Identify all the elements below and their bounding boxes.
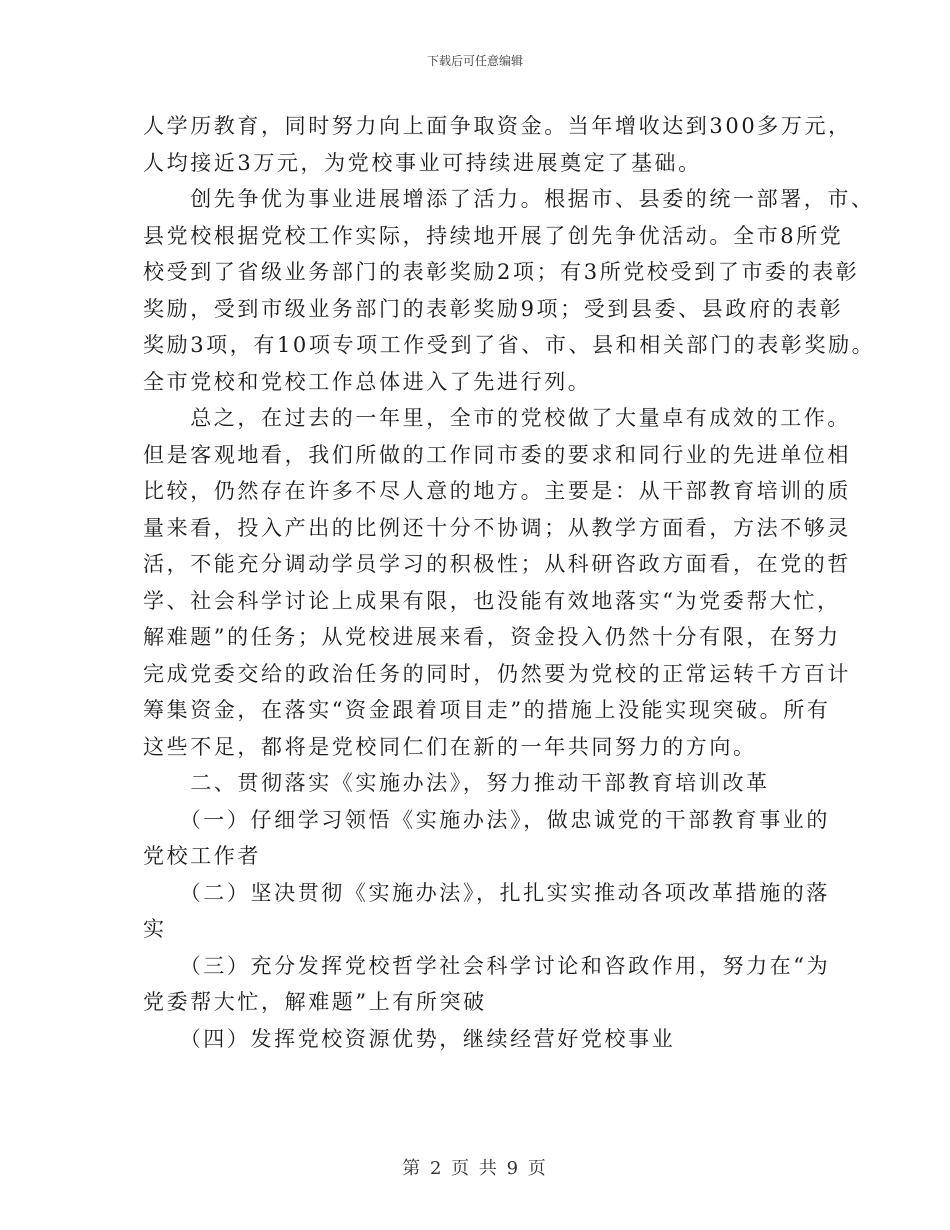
text-line: 奖励，受到市级业务部门的表彰奖励9项；受到县委、县政府的表彰 [143,296,844,321]
subsection-heading: 实 [143,917,167,941]
text-line: 人均接近3万元，为党校事业可持续进展奠定了基础。 [143,150,702,175]
text-line: 解难题”的任务；从党校进展来看，资金投入仍然十分有限，在努力 [143,625,841,649]
text-line: 校受到了省级业务部门的表彰奖励2项；有3所党校受到了市委的表彰 [143,260,860,284]
text-line: 但是客观地看，我们所做的工作同市委的要求和同行业的先进单位相 [143,442,851,467]
text-line: 活，不能充分调动学员学习的积极性；从科研咨政方面看，在党的哲 [143,552,851,576]
text-line: 人学历教育，同时努力向上面争取资金。当年增收达到300多万元， [143,114,852,138]
text-line: 县党校根据党校工作实际，持续地开展了创先争优活动。全市8所党 [143,223,844,248]
document-body [143,108,876,1057]
text-line: 比较，仍然存在许多不尽人意的地方。主要是：从干部教育培训的质 [143,479,851,503]
subsection-heading: （四）发挥党校资源优势，继续经营好党校事业 [143,1026,676,1051]
page-header: 下载后可任意编辑 [426,54,523,68]
text-line: 完成党委交给的政治任务的同时，仍然要为党校的正常运转千方百计 [143,661,851,686]
text-line: 量来看，投入产出的比例还十分不协调；从教学方面看，方法不够灵 [143,515,851,540]
subsection-heading: （三）充分发挥党校哲学社会科学讨论和咨政作用，努力在“为 [143,953,831,978]
text-line: 总之，在过去的一年里，全市的党校做了大量卓有成效的工作。 [143,406,851,430]
text-line: 奖励3项，有10项专项工作受到了省、市、县和相关部门的表彰奖励。 [143,333,876,357]
text-line: 学、社会科学讨论上成果有限，也没能有效地落实“为党委帮大忙， [143,588,841,613]
section-heading: 二、贯彻落实《实施办法》，努力推动干部教育培训改革 [143,771,770,795]
text-line: 创先争优为事业进展增添了活力。根据市、县委的统一部署，市、 [143,187,875,211]
subsection-heading: 党委帮大忙，解难题”上有所突破 [143,990,487,1014]
subsection-heading: （一）仔细学习领悟《实施办法》，做忠诚党的干部教育事业的 [143,807,830,832]
subsection-heading: （二）坚决贯彻《实施办法》，扎扎实实推动各项改革措施的落 [143,880,830,905]
text-line: 全市党校和党校工作总体进入了先进行列。 [143,369,592,394]
subsection-heading: 党校工作者 [143,844,261,868]
text-line: 筹集资金，在落实“资金跟着项目走”的措施上没能实现突破。所有 [143,698,831,722]
page-footer: 第 2 页 共 9 页 [402,1158,548,1179]
text-line: 这些不足，都将是党校同仁们在新的一年共同努力的方向。 [143,734,757,759]
